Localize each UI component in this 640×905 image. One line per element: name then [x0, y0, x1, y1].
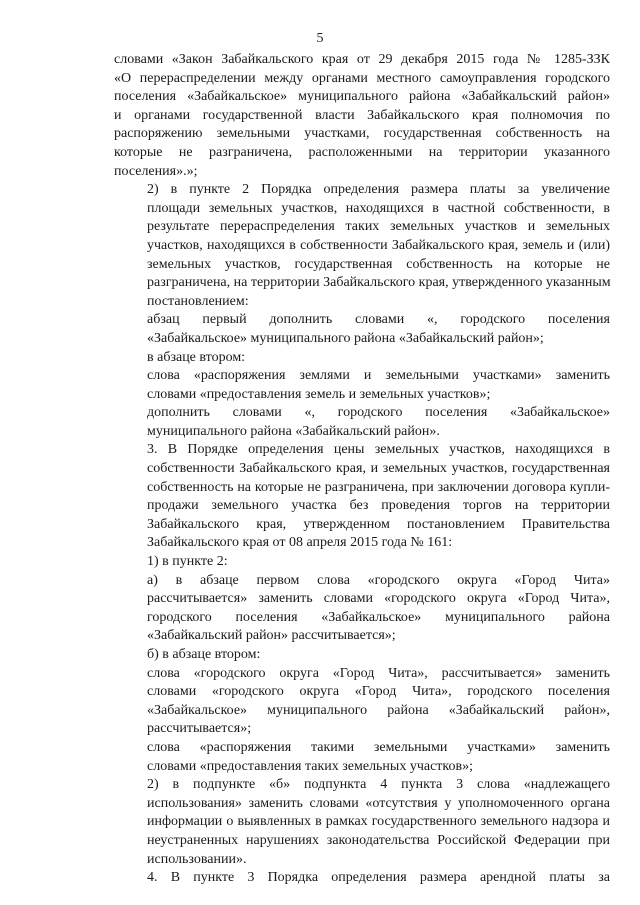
text-line: собственности Забайкальского края, и земельных участков, государственная	[147, 461, 610, 477]
paragraph	[114, 51, 610, 181]
paragraph	[114, 665, 610, 739]
text-line: собственность на которые не разграничена, при заключении договора купли-	[147, 479, 610, 495]
text-line: «Забайкальское» муниципального района «Забайкальский район»;	[147, 330, 544, 346]
paragraph	[114, 553, 610, 572]
text-line: словами «городского округа «Город Чита», городского поселения	[147, 684, 610, 700]
text-line: городского поселения «Забайкальское» муниципального района	[147, 609, 610, 625]
text-line: результате перераспределения таких земельных участков и земельных	[147, 219, 610, 235]
text-line: «Забайкальский район» рассчитывается»;	[147, 628, 396, 644]
page-number: 5	[316, 31, 324, 46]
text-line: постановлением:	[147, 293, 249, 309]
text-line: Забайкальского края, утвержденном постановлением Правительства	[147, 516, 610, 532]
paragraph	[114, 181, 610, 311]
text-line: земельных участков, государственная собственность на которые не	[147, 256, 610, 272]
text-line: поселения».»;	[114, 163, 198, 179]
text-line: использовании».	[147, 851, 247, 867]
paragraph	[114, 572, 610, 646]
text-line: которые не разграничена, расположенными на территории указанного	[114, 144, 610, 160]
text-line: использования» заменить словами «отсутствия у уполномоченного органа	[147, 795, 610, 811]
text-line: поселения «Забайкальское» муниципального района «Забайкальский район»	[114, 89, 610, 105]
text-line: 1) в пункте 2:	[147, 554, 228, 570]
text-line: распоряжению земельными участками, государственная собственность на	[114, 126, 610, 142]
text-line: слова «городского округа «Город Чита», рассчитывается» заменить	[147, 665, 610, 681]
text-line: рассчитывается» заменить словами «городского округа «Город Чита»,	[147, 591, 610, 607]
paragraph	[114, 404, 610, 441]
text-line: а) в абзаце первом слова «городского округа «Город Чита»	[147, 572, 610, 588]
text-line: 4. В пункте 3 Порядка определения размера арендной платы за	[147, 870, 610, 886]
text-line: Забайкальского края от 08 апреля 2015 года № 161:	[147, 535, 453, 551]
text-line: словами «предоставления таких земельных участков»;	[147, 758, 474, 774]
text-line: рассчитывается»;	[147, 721, 252, 737]
paragraph	[114, 349, 610, 368]
paragraph	[114, 776, 610, 869]
text-line: площади земельных участков, находящихся в частной собственности, в	[147, 200, 610, 216]
text-line: 3. В Порядке определения цены земельных участков, находящихся в	[147, 442, 610, 458]
text-line: муниципального района «Забайкальский район».	[147, 423, 440, 439]
paragraph	[114, 739, 610, 776]
text-line: дополнить словами «, городского поселения «Забайкальское»	[147, 405, 610, 421]
text-line: слова «распоряжения землями и земельными участками» заменить	[147, 368, 610, 384]
text-line: участков, находящихся в собственности Забайкальского края, земель и (или)	[147, 237, 610, 253]
text-line: б) в абзаце втором:	[147, 647, 261, 662]
text-line: неустраненных нарушениях законодательства Российской Федерации при	[147, 832, 610, 848]
text-line: слова «распоряжения такими земельными участками» заменить	[147, 739, 610, 755]
text-line: «О перераспределении между органами местного самоуправления городского	[114, 70, 610, 86]
text-line: и органами государственной власти Забайкальского края полномочия по	[114, 107, 610, 123]
text-line: разграничена, на территории Забайкальского края, утвержденного указанным	[147, 275, 611, 291]
text-line: 2) в пункте 2 Порядка определения размера платы за увеличение	[147, 182, 610, 198]
paragraph	[114, 367, 610, 404]
paragraph	[114, 869, 610, 888]
document-body	[114, 51, 610, 888]
text-line: абзац первый дополнить словами «, городского поселения	[147, 312, 610, 328]
text-line: продажи земельного участка без проведения торгов на территории	[147, 498, 610, 514]
text-line: 2) в подпункте «б» подпункта 4 пункта 3 слова «надлежащего	[147, 777, 610, 793]
paragraph	[114, 646, 610, 665]
text-line: словами «Закон Забайкальского края от 29 декабря 2015 года № 1285-ЗЗК	[114, 52, 610, 67]
text-line: в абзаце втором:	[147, 349, 246, 365]
text-line: информации о выявленных в рамках государственного земельного надзора и	[147, 814, 610, 830]
paragraph	[114, 311, 610, 348]
text-line: словами «предоставления земель и земельных участков»;	[147, 386, 491, 402]
text-line: «Забайкальское» муниципального района «Забайкальский район»,	[147, 702, 610, 718]
paragraph	[114, 441, 610, 553]
